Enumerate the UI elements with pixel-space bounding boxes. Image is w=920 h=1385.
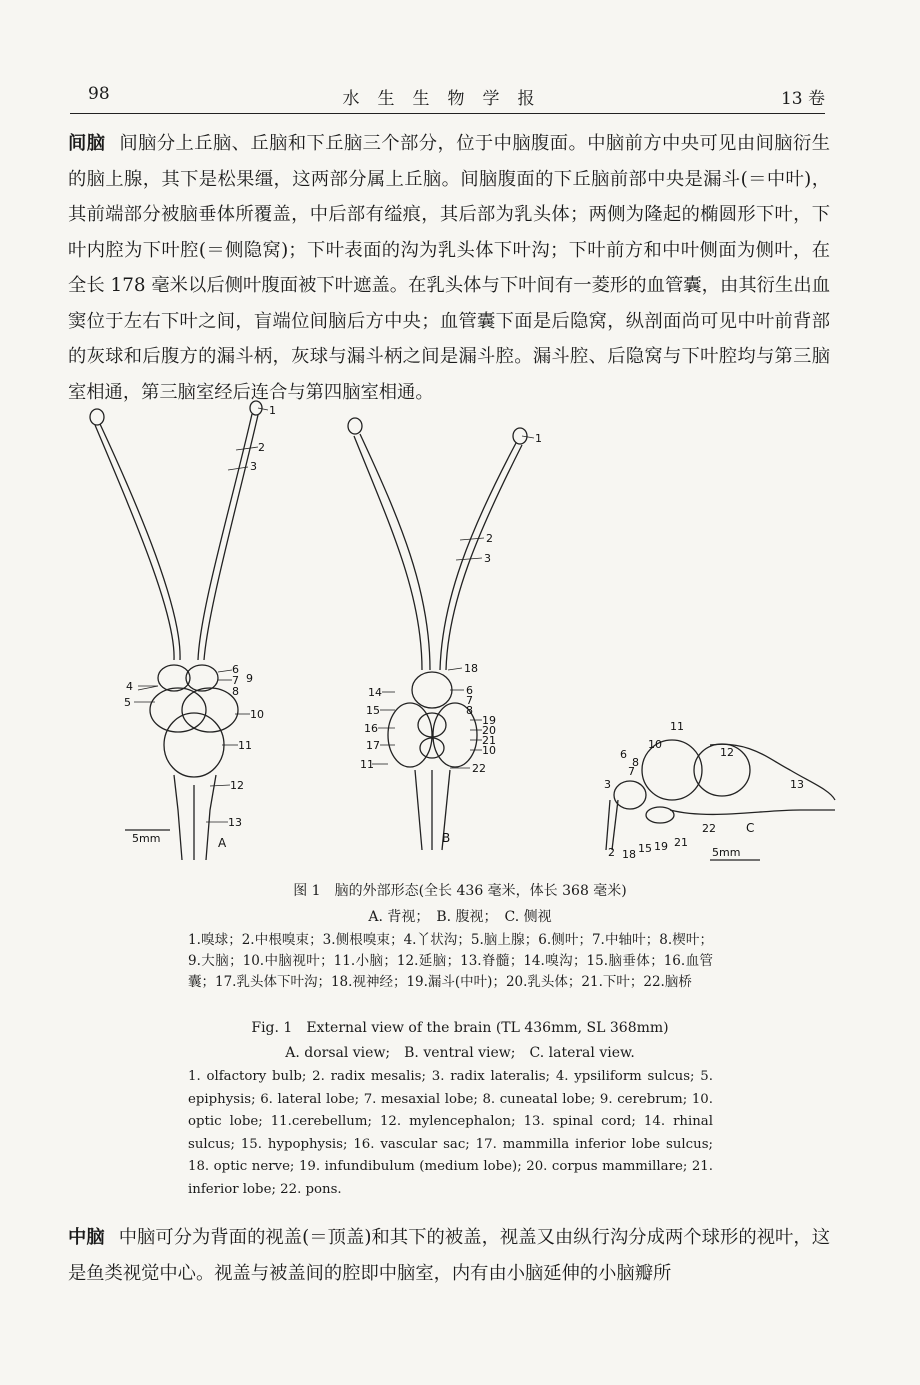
dorsal-labels [124, 404, 276, 850]
label-b-15: 15 [366, 704, 380, 717]
figure-views-en: A. dorsal view; B. ventral view; C. lateral view. [285, 1045, 635, 1061]
label-b-11: 11 [360, 758, 374, 771]
section-lead: 间脑 [68, 133, 106, 154]
label-b-16: 16 [364, 722, 378, 735]
label-c-13: 13 [790, 778, 804, 791]
figure-title-en: Fig. 1 External view of the brain (TL 436mm, SL 368mm) [251, 1020, 669, 1036]
label-b-3: 3 [484, 552, 491, 565]
label-a-12: 12 [230, 779, 244, 792]
label-c-2: 2 [608, 846, 615, 859]
label-b-2: 2 [486, 532, 493, 545]
paragraph-diencephalon [68, 126, 830, 410]
label-a-2: 2 [258, 441, 265, 454]
label-b-7: 7 [466, 694, 473, 707]
label-b-10: 10 [482, 744, 496, 757]
header-rule [70, 113, 825, 114]
label-a-9: 9 [246, 672, 253, 685]
label-a-13: 13 [228, 816, 242, 829]
figure-legend-en: 1. olfactory bulb; 2. radix mesalis; 3. radix lateralis; 4. ypsiliform sulcus; 5. epiphysis; 6. lateral lobe; 7. mesaxial lobe; 8. cuneatal lobe; 9. cerebrum; 10. optic lobe; 11.cerebellum; 12. mylencephalon; 13. spinal cord; 14. rhinal sulcus; 15. hypophysis; 16. vascular sac; 17. mammilla inferior lobe sulcus; 18. optic nerve; 19. infundibulum (medium lobe); 20. corpus mammillare; 21. inferior lobe; 22. pons. [188, 1069, 713, 1197]
label-b-14: 14 [368, 686, 382, 699]
label-a-7: 7 [232, 674, 239, 687]
label-c-15: 15 [638, 842, 652, 855]
ventral-view-drawing [348, 418, 527, 850]
label-c-8: 8 [632, 756, 639, 769]
label-a-6: 6 [232, 663, 239, 676]
paragraph-text: 中脑可分为背面的视盖(＝顶盖)和其下的被盖，视盖又由纵行沟分成两个球形的视叶，这是鱼类视觉中心。视盖与被盖间的腔即中脑室，内有由小脑延伸的小脑瓣所 [68, 1227, 831, 1284]
label-b-19: 19 [482, 714, 496, 727]
section-lead: 中脑 [68, 1227, 105, 1248]
journal-title: 水生生物学报 [342, 89, 553, 109]
label-a-10: 10 [250, 708, 264, 721]
label-a-8: 8 [232, 685, 239, 698]
page-header [70, 84, 825, 110]
label-c-6: 6 [620, 748, 627, 761]
label-b-18: 18 [464, 662, 478, 675]
figure-title-cn: 图 1 脑的外部形态(全长 436 毫米，体长 368 毫米) [293, 883, 627, 899]
paragraph-mesencephalon [68, 1220, 830, 1291]
figure-views-cn: A. 背视； B. 腹视； C. 侧视 [368, 909, 552, 925]
dorsal-leader-lines [134, 408, 268, 822]
page-number: 98 [88, 84, 110, 104]
label-c-3: 3 [604, 778, 611, 791]
label-a-1: 1 [269, 404, 276, 417]
label-b-17: 17 [366, 739, 380, 752]
label-c-7: 7 [628, 765, 635, 778]
scale-a-label: 5mm [132, 832, 161, 845]
brain-figure [70, 390, 840, 875]
panel-a-letter: A [218, 836, 227, 850]
label-b-6: 6 [466, 684, 473, 697]
volume-number: 13 卷 [780, 89, 825, 109]
label-a-5: 5 [124, 696, 131, 709]
label-c-11: 11 [670, 720, 684, 733]
label-b-20: 20 [482, 724, 496, 737]
label-a-3: 3 [250, 460, 257, 473]
label-b-21: 21 [482, 734, 496, 747]
ventral-leader-lines [372, 436, 534, 768]
label-c-10: 10 [648, 738, 662, 751]
label-b-8: 8 [466, 704, 473, 717]
paragraph-text: 间脑分上丘脑、丘脑和下丘脑三个部分，位于中脑腹面。中脑前方中央可见由间脑衍生的脑上腺，其下是松果缰，这两部分属上丘脑。间脑腹面的下丘脑前部中央是漏斗(＝中叶)，其前端部分被脑垂体所覆盖，中后部有缢痕，其后部为乳头体；两侧为隆起的椭圆形下叶，下叶内腔为下叶腔(＝侧隐窝)；下叶表面的沟为乳头体下叶沟；下叶前方和中叶侧面为侧叶，在全长 178 毫米以后侧叶腹面被下叶遮盖。在乳头体与下叶间有一菱形的血管囊，由其衍生出血窦位于左右下叶之间，盲端位间脑后方中央；血管囊下面是后隐窝，纵剖面尚可见中叶前背部的灰球和后腹方的漏斗柄，灰球与漏斗柄之间是漏斗腔。漏斗腔、后隐窝与下叶腔均与第三脑室相通，第三脑室经后连合与第四脑室相通。 [68, 133, 830, 403]
panel-b-letter: B [442, 831, 451, 845]
panel-c-letter: C [746, 821, 755, 835]
scale-c-label: 5mm [712, 846, 741, 859]
label-b-22: 22 [472, 762, 486, 775]
figure-legend-cn: 1.嗅球；2.中根嗅束；3.侧根嗅束；4.丫状沟；5.脑上腺；6.侧叶；7.中轴叶；8.楔叶；9.大脑；10.中脑视叶；11.小脑；12.延脑；13.脊髓；14.嗅沟；15.脑垂体；16.血管囊；17.乳头体下叶沟；18.视神经；19.漏斗(中叶)；20.乳头体；21.下叶；22.脑桥 [188, 932, 713, 990]
label-c-18: 18 [622, 848, 636, 861]
brain-figure-drawing [70, 390, 840, 875]
label-a-4: 4 [126, 680, 133, 693]
label-c-22: 22 [702, 822, 716, 835]
label-c-19: 19 [654, 840, 668, 853]
label-c-12: 12 [720, 746, 734, 759]
label-b-1: 1 [535, 432, 542, 445]
label-a-11: 11 [238, 739, 252, 752]
label-c-21: 21 [674, 836, 688, 849]
